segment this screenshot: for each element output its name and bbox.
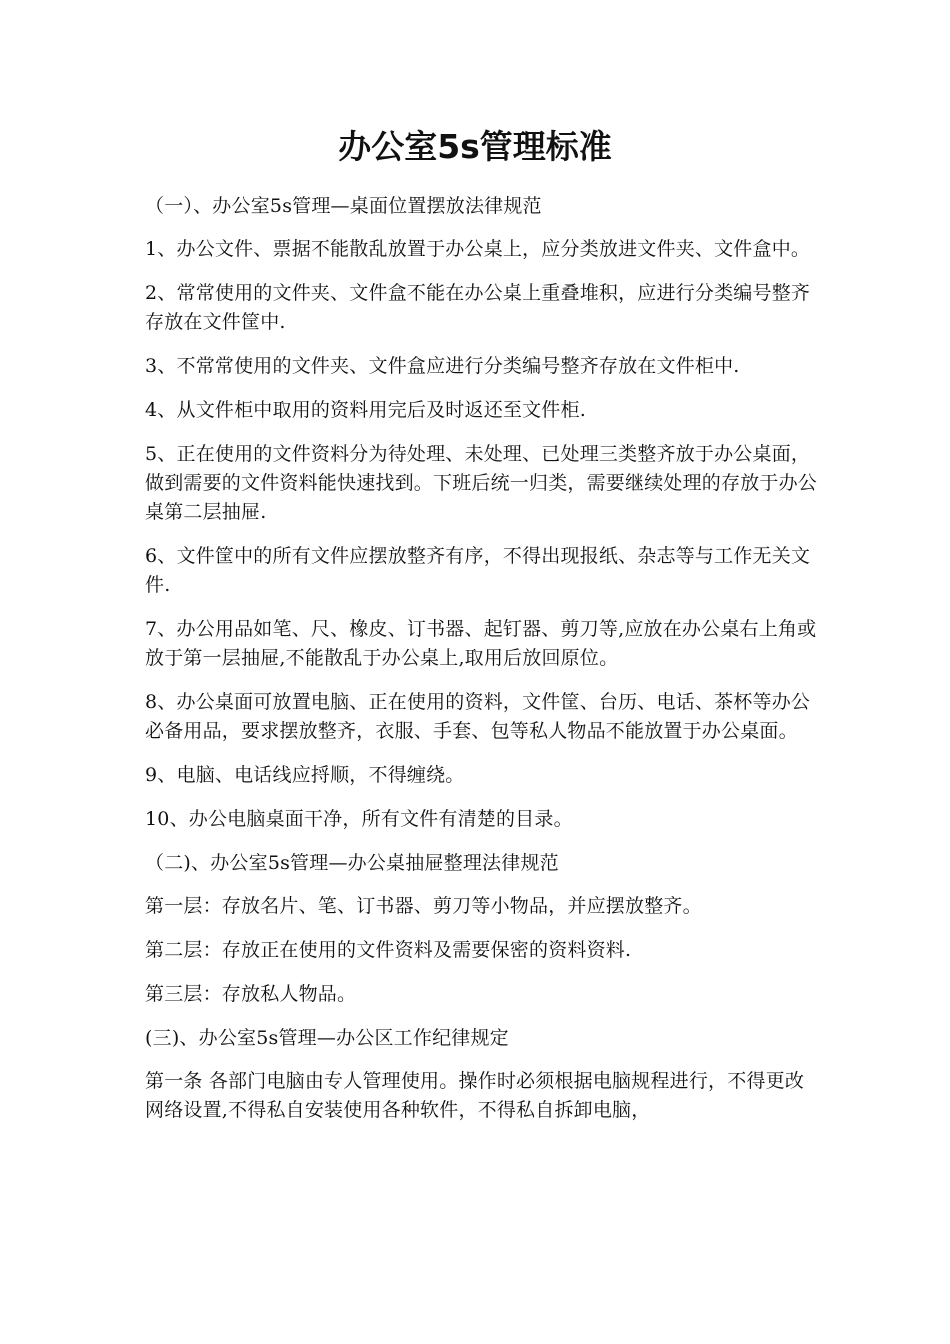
section-heading-1: （一）、办公室5s管理—桌面位置摆放法律规范: [145, 195, 542, 217]
paragraph-item-4: 4、从文件柜中取用的资料用完后及时返还至文件柜.: [145, 399, 586, 421]
section-heading-3: (三)、办公室5s管理—办公区工作纪律规定: [145, 1027, 509, 1049]
document-body: [145, 192, 817, 1140]
paragraph-item-2: 2、常常使用的文件夹、文件盒不能在办公桌上重叠堆积，应进行分类编号整齐存放在文件筐中.: [145, 282, 811, 333]
section-heading-2: （二)、办公室5s管理—办公桌抽屉整理法律规范: [145, 852, 559, 874]
paragraph-item-9: 9、电脑、电话线应捋顺，不得缠绕。: [145, 764, 465, 786]
rule-article-1: 第一条 各部门电脑由专人管理使用。操作时必须根据电脑规程进行，不得更改网络设置,不得私自安装使用各种软件，不得私自拆卸电脑，: [145, 1070, 805, 1121]
drawer-layer-3: 第三层：存放私人物品。: [145, 983, 357, 1005]
paragraph-item-10: 10、办公电脑桌面干净，所有文件有清楚的目录。: [145, 808, 573, 830]
paragraph-item-8: 8、办公桌面可放置电脑、正在使用的资料，文件筐、台历、电话、茶杯等办公必备用品，要求摆放整齐，衣服、手套、包等私人物品不能放置于办公桌面。: [145, 691, 811, 742]
paragraph-item-1: 1、办公文件、票据不能散乱放置于办公桌上，应分类放进文件夹、文件盒中。: [145, 238, 811, 260]
drawer-layer-2: 第二层：存放正在使用的文件资料及需要保密的资料资料.: [145, 939, 632, 961]
paragraph-item-3: 3、不常常使用的文件夹、文件盒应进行分类编号整齐存放在文件柜中.: [145, 355, 740, 377]
paragraph-item-7: 7、办公用品如笔、尺、橡皮、订书器、起钉器、剪刀等,应放在办公桌右上角或放于第一层抽屉,不能散乱于办公桌上,取用后放回原位。: [145, 618, 817, 669]
paragraph-item-6: 6、文件筐中的所有文件应摆放整齐有序，不得出现报纸、杂志等与工作无关文件.: [145, 545, 811, 596]
document-title: 办公室5s管理标准: [338, 127, 612, 166]
drawer-layer-1: 第一层：存放名片、笔、订书器、剪刀等小物品，并应摆放整齐。: [145, 895, 702, 917]
paragraph-item-5: 5、正在使用的文件资料分为待处理、未处理、已处理三类整齐放于办公桌面，做到需要的文件资料能快速找到。下班后统一归类，需要继续处理的存放于办公桌第二层抽屉.: [145, 443, 818, 523]
